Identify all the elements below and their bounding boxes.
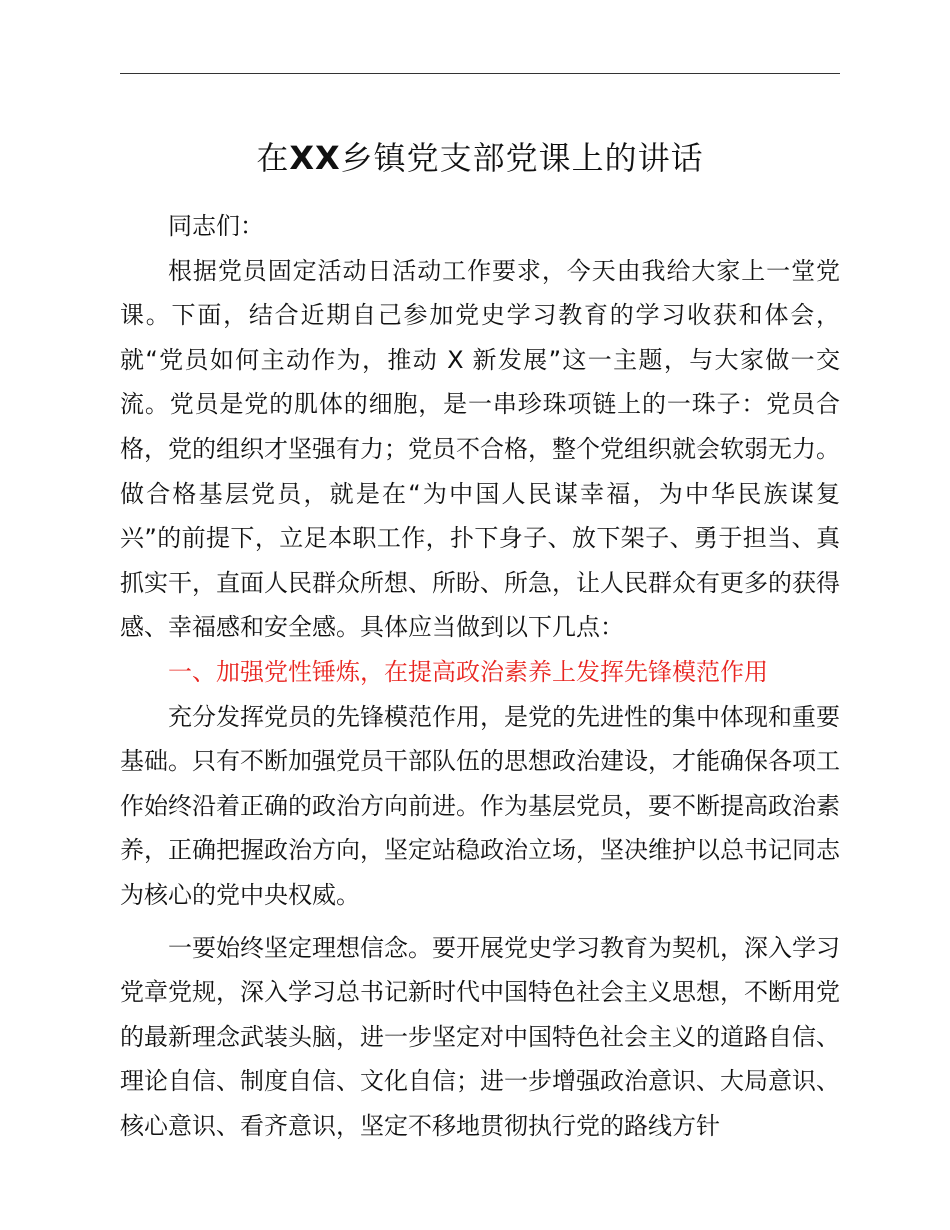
document-body [120, 204, 840, 1148]
paragraph-section-1: 充分发挥党员的先锋模范作用，是党的先进性的集中体现和重要基础。只有不断加强党员干部队伍的思想政治建设，才能确保各项工作始终沿着正确的政治方向前进。作为基层党员，要不断提高政治素养，正确把握政治方向，坚定站稳政治立场，坚决维护以总书记同志为核心的党中央权威。 [120, 702, 840, 909]
header-rule [120, 73, 840, 74]
section-heading-1: 一、加强党性锤炼，在提高政治素养上发挥先锋模范作用 [168, 657, 768, 686]
title-bold: XX [289, 139, 341, 177]
paragraph-point-1: 一要始终坚定理想信念。要开展党史学习教育为契机，深入学习党章党规，深入学习总书记新时代中国特色社会主义思想，不断用党的最新理念武装头脑，进一步坚定对中国特色社会主义的道路自信、理论自信、制度自信、文化自信；进一步增强政治意识、大局意识、核心意识、看齐意识，坚定不移地贯彻执行党的路线方针 [120, 933, 840, 1140]
title-suffix: 乡镇党支部党课上的讲话 [340, 139, 704, 177]
paragraph-intro: 根据党员固定活动日活动工作要求，今天由我给大家上一堂党课。下面，结合近期自己参加党史学习教育的学习收获和体会，就“党员如何主动作为，推动 X 新发展”这一主题，与大家做一交流。党员是党的肌体的细胞，是一串珍珠项链上的一珠子：党员合格，党的组织才坚强有力；党员不合格，整个党组织就会软弱无力。做合格基层党员，就是在“为中国人民谋幸福，为中华民族谋复兴”的前提下，立足本职工作，扑下身子、放下架子、勇于担当、真抓实干，直面人民群众所想、所盼、所急，让人民群众有更多的获得感、幸福感和安全感。具体应当做到以下几点： [120, 256, 840, 642]
title-prefix: 在 [256, 139, 290, 177]
greeting: 同志们： [168, 212, 264, 240]
page-title [120, 134, 840, 182]
